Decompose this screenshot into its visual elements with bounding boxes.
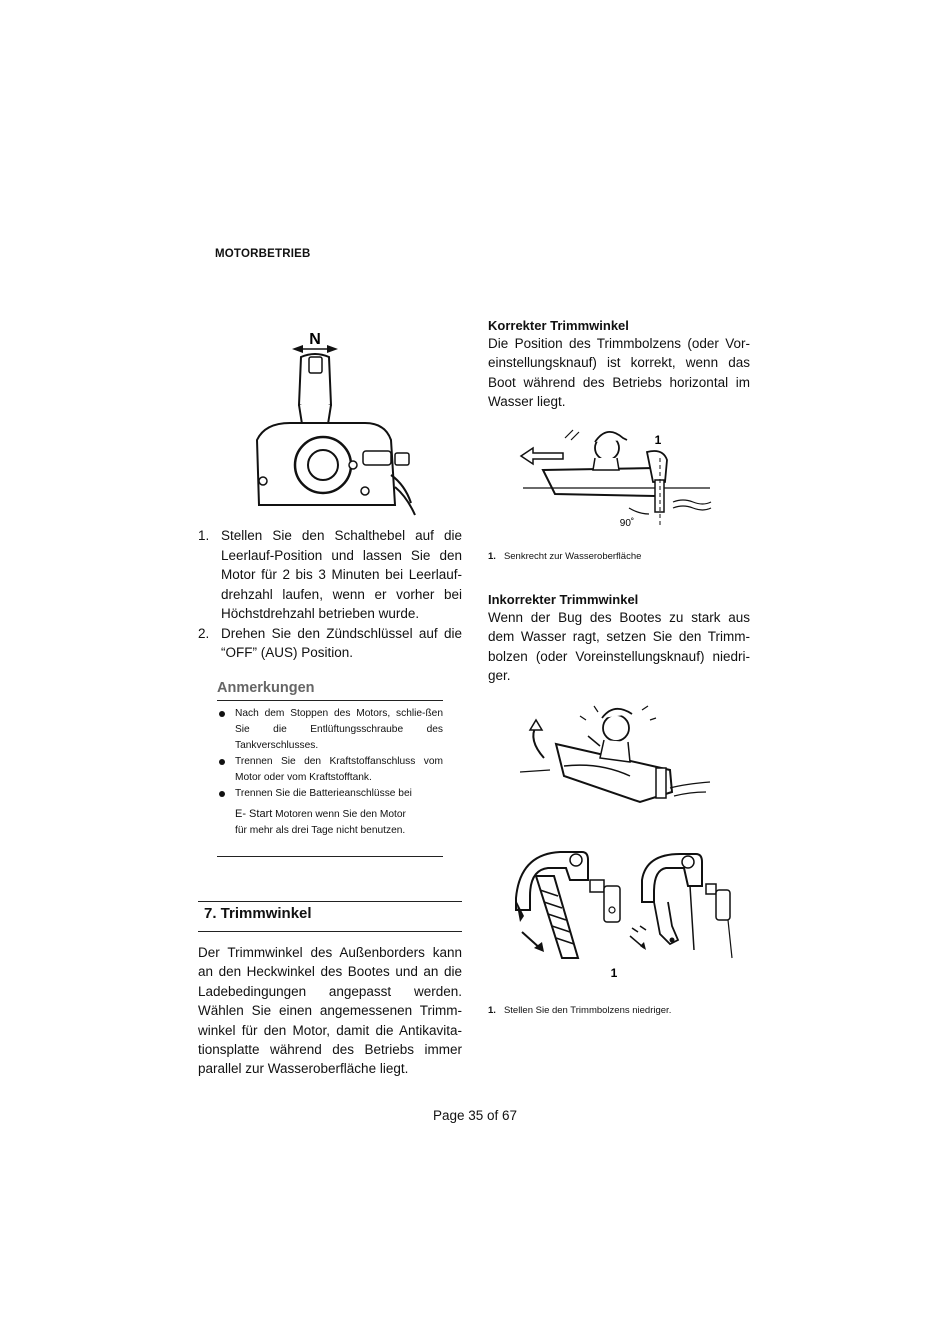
notes-bottom-rule [217, 856, 443, 857]
correct-trim-title: Korrekter Trimmwinkel [488, 318, 629, 333]
incorrect-trim-figure [520, 696, 715, 814]
note-item: Trennen Sie den Kraftstoffanschluss vom Motor oder vom Kraftstofftank. [217, 754, 443, 786]
note-continuation: E- Start Motoren wenn Sie den Motor für mehr als drei Tage nicht benutzen. [235, 808, 406, 836]
shift-lever-figure [235, 325, 420, 520]
note-item: Nach dem Stoppen des Motors, schlie-ßen Sie die Entlüftungsschraube des Tankverschlusses. [217, 706, 443, 754]
note-item: Trennen Sie die Batterieanschlüsse bei [217, 786, 443, 802]
trim-bolt-figure [500, 840, 750, 985]
correct-trim-body: Die Position des Trimmbolzens (oder Vor-einstellungsknauf) ist korrekt, wenn das Boot während des Betriebs horizontal im Wasser liegt. [488, 336, 750, 410]
step-text: Drehen Sie den Zündschlüssel auf die “OFF” (AUS) Position. [221, 625, 462, 660]
angle-label: 90˚ [619, 518, 635, 529]
notes-list [217, 706, 443, 802]
notes-title: Anmerkungen [217, 680, 315, 696]
correct-trim-figure [515, 418, 715, 533]
section-header: MOTORBETRIEB [215, 248, 311, 260]
correct-callout: 1 [654, 433, 662, 447]
notes-top-rule [217, 700, 443, 701]
chapter-title: 7. Trimmwinkel [204, 905, 312, 922]
incorrect-caption: 1. Stellen Sie den Trimmbolzens niedriger. [488, 1005, 672, 1016]
step-item: 1. Stellen Sie den Schalthebel auf die Leerlauf-Position und lassen Sie den Motor für 2 bis 3 Minuten bei Leerlauf-drehzahl laufen, wenn er vorher bei Höchstdrehzahl betrieben wurde. [198, 528, 462, 621]
page-number: Page 35 of 67 [432, 1108, 518, 1123]
incorrect-trim-body: Wenn der Bug des Bootes zu stark aus dem Wasser ragt, setzen Sie den Trimm-bolzen (oder Voreinstellungsknauf) niedri-ger. [488, 610, 750, 684]
correct-caption: 1. Senkrecht zur Wasseroberfläche [488, 551, 642, 562]
trim-bolt-callout: 1 [610, 966, 618, 980]
neutral-label: N [309, 331, 321, 348]
incorrect-trim-title: Inkorrekter Trimmwinkel [488, 592, 639, 607]
step-list [198, 526, 462, 663]
chapter-body: Der Trimmwinkel des Außenborders kann an den Heckwinkel des Bootes und an die Ladebedingungen angepasst werden. Wählen Sie einen angemessenen Trimm-winkel für den Motor, damit die Antikavita-tionsplatte während des Betriebs immer parallel zur Wasseroberfläche liegt. [198, 945, 462, 1077]
step-item: 2. Drehen Sie den Zündschlüssel auf die “OFF” (AUS) Position. [198, 625, 462, 660]
step-text: Stellen Sie den Schalthebel auf die Leerlauf-Position und lassen Sie den Motor für 2 bis 3 Minuten bei Leerlauf-drehzahl laufen, wenn er vorher bei Höchstdrehzahl betrieben wurde. [221, 528, 462, 621]
